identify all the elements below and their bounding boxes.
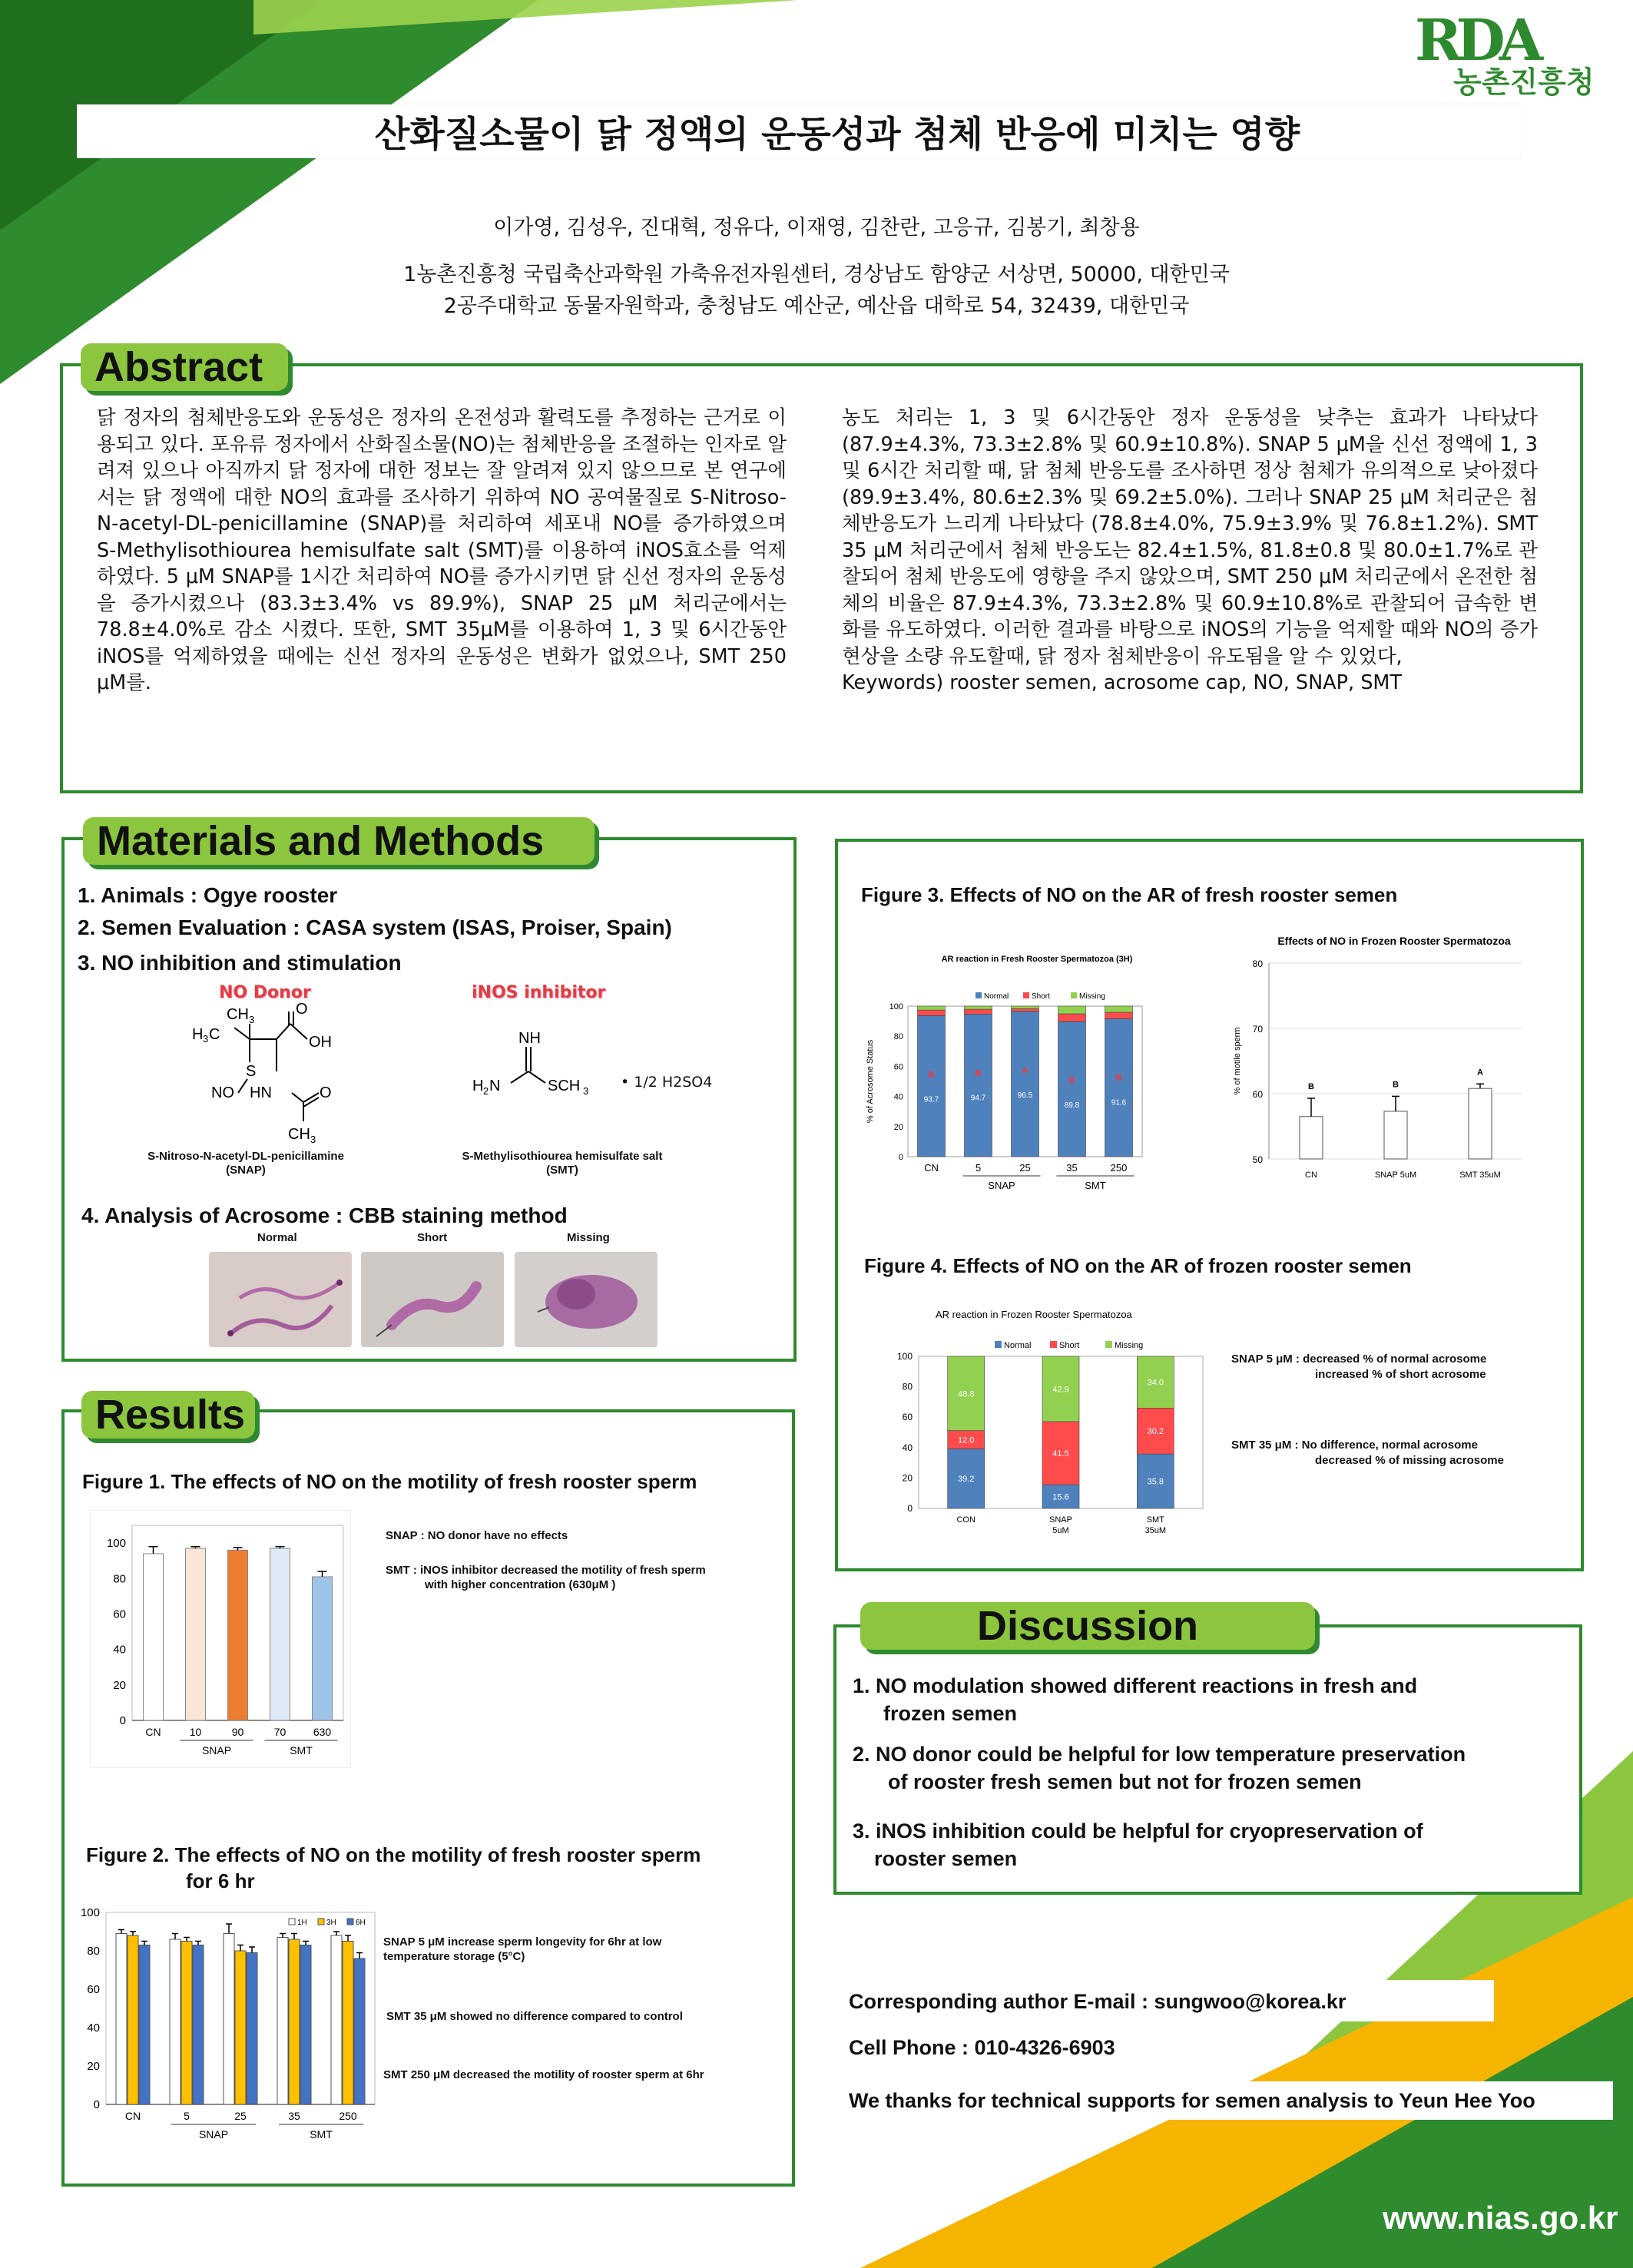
significance-letter: A: [1477, 1068, 1483, 1078]
legend-label: Short: [1059, 1341, 1080, 1350]
abstract-left-text: 닭 정자의 첨체반응도와 운동성은 정자의 온전성과 활력도를 추정하는 근거로 이용되고 있다. 포유류 정자에서 산화질소물(NO)는 첨체반응을 조절하는 인자로 알려져 있으나 아직까지 닭 정자에 대한 정보는 잘 알려져 있지 않으므로 본 연구에서는 닭 정액에 대한 NO의 효과를 조사하기 위하여 NO 공여물질로 S-Nitroso-N-acetyl-DL-penicillamine (SNAP)를 처리하여 세포내 NO를 증가하였으며 S-Methylisothiourea hemisulfate salt (SMT)를 이용하여 iNOS효소를 억제하였다. 5 μM SNAP를 1시간 처리하여 NO를 증가시키면 닭 신선 정자의 운동성을 증가시켰으나 (83.3±3.4% vs 89.9%), SNAP 25 μM 처리군에서는 78.8±4.0%로 감소 시켰다. 또한, SMT 35μM를 이용하여 1, 3 및 6시간동안 iNOS를 억제하였을 때에는 신선 정자의 운동성은 변화가 없었으나, SMT 250 μM를.: [97, 406, 787, 694]
data-label: 34.0: [1147, 1378, 1164, 1388]
discussion-item-1b: frozen semen: [883, 1702, 1018, 1725]
stack-segment-Normal: [1012, 1011, 1039, 1157]
bar: [144, 1554, 164, 1720]
x-tick-label: 25: [234, 2110, 247, 2122]
bar: [270, 1548, 290, 1720]
fig1-axes: [90, 1510, 351, 1768]
group-label: SMT: [310, 2128, 333, 2141]
stack-segment-Short: [965, 1009, 992, 1014]
y-tick-label: 20: [113, 1678, 126, 1692]
x-tick-label: 90: [231, 1726, 244, 1738]
legend-swatch: [318, 1919, 324, 1925]
footer-url[interactable]: www.nias.go.kr: [1383, 2200, 1618, 2236]
method-semen-eval: 2. Semen Evaluation : CASA system (ISAS, Proiser, Spain): [78, 915, 672, 939]
bar-1H: [224, 1934, 234, 2105]
x-tick-label: 250: [1110, 1162, 1128, 1174]
svg-text:NH: NH: [518, 1030, 541, 1047]
group-label: SNAP: [198, 2128, 229, 2141]
svg-text:2: 2: [483, 1085, 489, 1097]
y-axis-label: % of Acrosome Status: [866, 1039, 875, 1124]
y-tick-label: 80: [87, 1945, 100, 1958]
y-tick-label: 0: [907, 1503, 913, 1514]
bar-3H: [289, 1939, 300, 2104]
fig4-chart: [891, 1306, 1214, 1551]
svg-text:C: C: [209, 1026, 220, 1043]
svg-text:3: 3: [583, 1085, 589, 1097]
micro-label-missing: Missing: [567, 1231, 610, 1244]
stack-segment-Normal: [918, 1015, 946, 1157]
y-tick-label: 60: [893, 1062, 903, 1072]
x-tick-label: 10: [189, 1726, 202, 1738]
smt-abbr: (SMT): [546, 1164, 578, 1177]
bar: [1384, 1111, 1407, 1159]
method-animals: 1. Animals : Ogye rooster: [78, 883, 338, 907]
group-label: SMT: [290, 1744, 313, 1756]
no-donor-label: NO Donor: [219, 983, 311, 1002]
y-tick-label: 100: [106, 1537, 126, 1551]
contact-phone: Cell Phone : 010-4326-6903: [849, 2036, 1115, 2059]
legend-swatch: [975, 992, 982, 998]
significance-letter: A: [1022, 1065, 1028, 1075]
legend-swatch: [289, 1919, 295, 1925]
svg-text:OH: OH: [309, 1034, 332, 1051]
abstract-heading: Abstract: [81, 343, 288, 391]
fig1-title: Figure 1. The effects of NO on the motility of fresh rooster sperm: [82, 1470, 697, 1493]
method-acrosome: 4. Analysis of Acrosome : CBB staining method: [81, 1204, 568, 1227]
legend-label: Missing: [1079, 992, 1105, 1001]
discussion-item-3a: 3. iNOS inhibition could be helpful for cryopreservation of: [853, 1819, 1423, 1843]
legend-swatch: [995, 1341, 1002, 1348]
micrograph-short: [361, 1252, 504, 1347]
svg-text:CH: CH: [227, 1006, 249, 1023]
bar-3H: [235, 1951, 246, 2104]
x-tick-label: 5uM: [1052, 1526, 1069, 1535]
y-tick-label: 100: [889, 1002, 903, 1011]
fig1-chart: [90, 1510, 351, 1768]
y-tick-label: 80: [902, 1381, 913, 1392]
legend-swatch: [347, 1919, 353, 1925]
svg-text:SCH: SCH: [548, 1078, 581, 1094]
fig4-title: Figure 4. Effects of NO on the AR of frozen rooster semen: [864, 1254, 1412, 1277]
y-tick-label: 60: [87, 1983, 100, 1996]
y-tick-label: 100: [896, 1351, 913, 1362]
legend-label: 3H: [326, 1919, 336, 1927]
acknowledgement: We thanks for technical supports for semen analysis to Yeun Hee Yoo: [849, 2089, 1535, 2112]
bar-3H: [128, 1935, 138, 2104]
stack-segment-Normal: [965, 1014, 992, 1157]
x-tick-label: 250: [339, 2110, 357, 2122]
x-tick-label: 70: [273, 1726, 287, 1738]
svg-text:3: 3: [249, 1014, 255, 1025]
x-tick-label: CN: [145, 1726, 161, 1738]
data-label: 39.2: [957, 1475, 975, 1485]
y-tick-label: 80: [893, 1032, 903, 1042]
y-tick-label: 40: [87, 2021, 100, 2035]
method-no: 3. NO inhibition and stimulation: [78, 951, 402, 975]
y-tick-label: 20: [87, 2060, 100, 2073]
discussion-item-2a: 2. NO donor could be helpful for low temperature preservation: [853, 1743, 1466, 1766]
abstract-keywords: Keywords) rooster semen, acrosome cap, NO, SNAP, SMT: [842, 671, 1402, 694]
svg-text:O: O: [296, 1002, 308, 1018]
y-tick-label: 40: [113, 1643, 126, 1657]
svg-text:H: H: [192, 1026, 204, 1043]
legend-label: Normal: [984, 992, 1009, 1001]
significance-letter: B: [1393, 1080, 1399, 1090]
stack-segment-Missing: [918, 1006, 946, 1010]
x-tick-label: CN: [924, 1162, 939, 1174]
svg-text:3: 3: [310, 1134, 316, 1144]
stack-segment-Missing: [1012, 1006, 1039, 1008]
x-tick-label: 35uM: [1144, 1526, 1167, 1535]
smt-salt: • 1/2 H2SO4: [621, 1074, 713, 1091]
abstract-left: [97, 405, 787, 697]
x-tick-label: 35: [288, 2110, 300, 2122]
chart-title: AR reaction in Frozen Rooster Spermatozoa: [936, 1309, 1132, 1320]
legend-swatch: [1050, 1341, 1057, 1348]
y-tick-label: 60: [113, 1607, 126, 1621]
data-label: 30.2: [1147, 1427, 1164, 1437]
y-tick-label: 0: [898, 1153, 903, 1162]
results-heading: Results: [81, 1391, 255, 1439]
fig3-title: Figure 3. Effects of NO on the AR of fresh rooster semen: [861, 883, 1398, 906]
svg-text:NO: NO: [211, 1084, 234, 1101]
bar-1H: [331, 1935, 342, 2104]
x-tick-label: 5: [975, 1162, 982, 1174]
abstract-right: [842, 405, 1538, 697]
x-tick-label: 35: [1066, 1162, 1078, 1174]
y-tick-label: 40: [893, 1092, 903, 1102]
authors: 이가영, 김성우, 진대혁, 정유다, 이재영, 김찬란, 고응규, 김봉기, 최창용: [493, 216, 1140, 240]
x-tick-label: CN: [124, 2110, 141, 2122]
x-tick-label: 5: [184, 2110, 190, 2122]
fig1-note-1: SNAP : NO donor have no effects: [386, 1529, 568, 1542]
bar-6H: [193, 1945, 204, 2105]
bar-6H: [354, 1958, 365, 2104]
affiliation-2: 2공주대학교 동물자원학과, 충청남도 예산군, 예산읍 대학로 54, 32439, 대한민국: [443, 294, 1190, 318]
bar: [1469, 1088, 1492, 1159]
y-tick-label: 60: [1252, 1089, 1263, 1100]
data-label: 89.8: [1064, 1101, 1080, 1110]
y-tick-label: 20: [902, 1472, 913, 1484]
abstract-right-text: 농도 처리는 1, 3 및 6시간동안 정자 운동성을 낮추는 효과가 나타났다 (87.9±4.3%, 73.3±2.8% 및 60.9±10.8%). SNAP 5 μM을 신선 정액에 1, 3 및 6시간 처리할 때, 닭 첨체 반응도를 조사하면 정상 첨체가 유의적으로 낮아졌다(89.9±3.4%, 80.6±2.3% 및 69.2±5.0%). 그러나 SNAP 25 μM 처리군은 첨체반응도가 느리게 나타났다 (78.8±4.0%, 75.9±3.9% 및 76.8±1.2%). SMT 35 μM 처리군에서 첨체 반응도는 82.4±1.5%, 81.8±0.8 및 80.0±1.7%로 관찰되어 첨체 반응도에 영향을 주지 않았으며, SMT 250 μM 처리군에서 온전한 첨체의 비율은 87.9±4.3%, 73.3±2.8% 및 60.9±10.8%로 관찰되어 급속한 변화를 유도하였다. 이러한 결과를 바탕으로 iNOS의 기능을 억제할 때와 NO의 증가현상을 소량 유도할때, 닭 정자 첨체반응이 유도됨을 알 수 있었다,: [842, 406, 1538, 668]
discussion-item-1a: 1. NO modulation showed different reactions in fresh and: [853, 1674, 1418, 1697]
stack-segment-Short: [1058, 1014, 1086, 1021]
discussion-item-1: [853, 1672, 1544, 1727]
affiliation-1: 1농촌진흥청 국립축산과학원 가축유전자원센터, 경상남도 함양군 서상면, 50000, 대한민국: [403, 263, 1230, 286]
y-tick-label: 0: [119, 1714, 126, 1727]
bar: [228, 1550, 248, 1720]
stack-segment-Missing: [1105, 1006, 1133, 1012]
y-tick-label: 70: [1252, 1024, 1263, 1035]
significance-letter: B: [928, 1070, 935, 1080]
data-label: 48.8: [957, 1389, 975, 1399]
fig2-note-1a: SNAP 5 μM increase sperm longevity for 6hr at low: [383, 1935, 662, 1948]
stack-segment-Short: [1012, 1008, 1039, 1011]
legend-label: Missing: [1115, 1341, 1144, 1350]
bar-3H: [343, 1942, 353, 2105]
legend-swatch: [1105, 1341, 1112, 1348]
smt-structure-diagram: [472, 1029, 603, 1098]
fig2-note-2: SMT 35 μM showed no difference compared to control: [386, 2010, 683, 2023]
stack-segment-Normal: [1105, 1018, 1133, 1157]
svg-text:3: 3: [203, 1033, 209, 1045]
stack-segment-Short: [918, 1010, 946, 1015]
bar: [1300, 1117, 1323, 1159]
chart-title: AR reaction in Fresh Rooster Spermatozoa (3H): [941, 955, 1133, 964]
y-tick-label: 20: [893, 1122, 903, 1132]
fig2-note-3: SMT 250 μM decreased the motility of rooster sperm at 6hr: [383, 2068, 704, 2081]
y-tick-label: 80: [113, 1572, 126, 1586]
bar-1H: [170, 1939, 181, 2104]
micrograph-missing: [515, 1252, 658, 1347]
discussion-item-2: [853, 1740, 1544, 1796]
data-label: 41.5: [1052, 1449, 1069, 1459]
stack-segment-Short: [1105, 1012, 1133, 1018]
legend-swatch: [1071, 992, 1077, 998]
x-tick-label: SMT 35uM: [1459, 1170, 1501, 1180]
significance-letter: B: [1115, 1073, 1122, 1083]
data-label: 93.7: [923, 1095, 939, 1104]
discussion-item-3: [853, 1817, 1544, 1872]
svg-text:O: O: [320, 1084, 332, 1101]
rda-logo: [1406, 8, 1628, 99]
poster-title: 산화질소물이 닭 정액의 운동성과 첨체 반응에 미치는 영향: [374, 114, 1300, 156]
x-tick-label: SNAP: [1049, 1515, 1072, 1525]
x-tick-label: CN: [1305, 1170, 1317, 1180]
logo-text: RDA: [1415, 8, 1538, 74]
legend-swatch: [1023, 992, 1029, 998]
svg-text:S: S: [246, 1063, 257, 1080]
discussion-item-2b: of rooster fresh semen but not for frozen semen: [888, 1770, 1362, 1793]
y-tick-label: 0: [93, 2098, 100, 2111]
x-tick-label: SNAP 5uM: [1374, 1170, 1417, 1180]
fig3b-chart: [1229, 929, 1567, 1190]
fig2-title-a: Figure 2. The effects of NO on the motility of fresh rooster sperm: [86, 1843, 701, 1866]
fig4-note-2b: decreased % of missing acrosome: [1315, 1454, 1504, 1467]
bar-6H: [300, 1945, 311, 2105]
svg-text:N: N: [489, 1078, 501, 1094]
x-tick-label: SMT: [1146, 1515, 1164, 1525]
bar-1H: [116, 1934, 127, 2105]
logo-subtitle: 농촌진흥청: [1453, 65, 1595, 99]
bar: [313, 1577, 333, 1720]
data-label: 96.5: [1017, 1091, 1033, 1100]
snap-abbr: (SNAP): [226, 1164, 266, 1177]
data-label: 42.9: [1052, 1385, 1069, 1395]
fig4-note-2a: SMT 35 μM : No difference, normal acrosome: [1231, 1439, 1478, 1452]
legend-label: Normal: [1004, 1341, 1032, 1350]
fig1-note-2b: with higher concentration (630μM ): [425, 1578, 616, 1591]
stack-segment-Normal: [1058, 1021, 1086, 1157]
y-tick-label: 60: [902, 1412, 913, 1423]
legend-label: Short: [1032, 992, 1050, 1001]
chart-title: Effects of NO in Frozen Rooster Spermatozoa: [1277, 935, 1511, 947]
methods-heading: Materials and Methods: [83, 817, 595, 865]
stack-segment-Missing: [965, 1006, 992, 1009]
discussion-item-3b: rooster semen: [874, 1847, 1018, 1870]
data-label: 91.6: [1111, 1098, 1127, 1108]
micrograph-normal: [209, 1252, 352, 1347]
bar: [186, 1548, 206, 1720]
micro-label-normal: Normal: [257, 1231, 297, 1244]
fig1-note-2a: SMT : iNOS inhibitor decreased the motility of fresh sperm: [386, 1564, 706, 1577]
fig3a-chart: [860, 949, 1168, 1203]
group-label: SMT: [1085, 1180, 1106, 1191]
micro-label-short: Short: [417, 1231, 448, 1244]
bar-6H: [247, 1953, 257, 2105]
data-label: 35.8: [1147, 1477, 1164, 1487]
snap-name: S-Nitroso-N-acetyl-DL-penicillamine: [147, 1150, 344, 1163]
significance-letter: B: [1068, 1075, 1075, 1085]
y-tick-label: 80: [1252, 959, 1263, 969]
discussion-heading: Discussion: [860, 1602, 1315, 1650]
significance-letter: B: [975, 1068, 982, 1078]
x-tick-label: CON: [956, 1515, 975, 1525]
legend-label: 6H: [356, 1919, 366, 1927]
smt-name: S-Methylisothiourea hemisulfate salt: [462, 1150, 663, 1163]
bar-1H: [277, 1938, 288, 2105]
fig2-title-b: for 6 hr: [186, 1869, 255, 1892]
significance-letter: B: [1308, 1081, 1314, 1091]
data-label: 15.6: [1052, 1492, 1069, 1502]
bar-3H: [181, 1942, 192, 2105]
y-tick-label: 50: [1252, 1154, 1263, 1165]
fig4-note-1a: SNAP 5 μM : decreased % of normal acrosome: [1231, 1353, 1487, 1366]
fig2-note-1b: temperature storage (5°C): [383, 1950, 525, 1963]
snap-structure-diagram: [177, 1002, 361, 1144]
group-label: SNAP: [201, 1744, 232, 1756]
x-tick-label: 630: [313, 1726, 332, 1738]
inos-inhibitor-label: iNOS inhibitor: [472, 983, 606, 1002]
group-label: SNAP: [988, 1180, 1015, 1191]
data-label: 94.7: [970, 1094, 986, 1103]
bar-6H: [139, 1945, 150, 2105]
svg-text:HN: HN: [250, 1084, 272, 1101]
data-label: 12.0: [957, 1435, 975, 1445]
fig4-note-1b: increased % of short acrosome: [1315, 1368, 1486, 1381]
fig2-chart: [68, 1902, 383, 2155]
stack-segment-Missing: [1058, 1006, 1086, 1014]
legend-label: 1H: [297, 1919, 307, 1927]
x-tick-label: 25: [1019, 1162, 1031, 1174]
y-tick-label: 100: [80, 1906, 100, 1919]
svg-text:CH: CH: [288, 1126, 310, 1143]
y-tick-label: 40: [902, 1442, 913, 1453]
contact-email: Corresponding author E-mail : sungwoo@korea.kr: [849, 1990, 1346, 2013]
y-axis-label: % of motile sperm: [1233, 1027, 1242, 1095]
svg-text:H: H: [472, 1078, 484, 1094]
